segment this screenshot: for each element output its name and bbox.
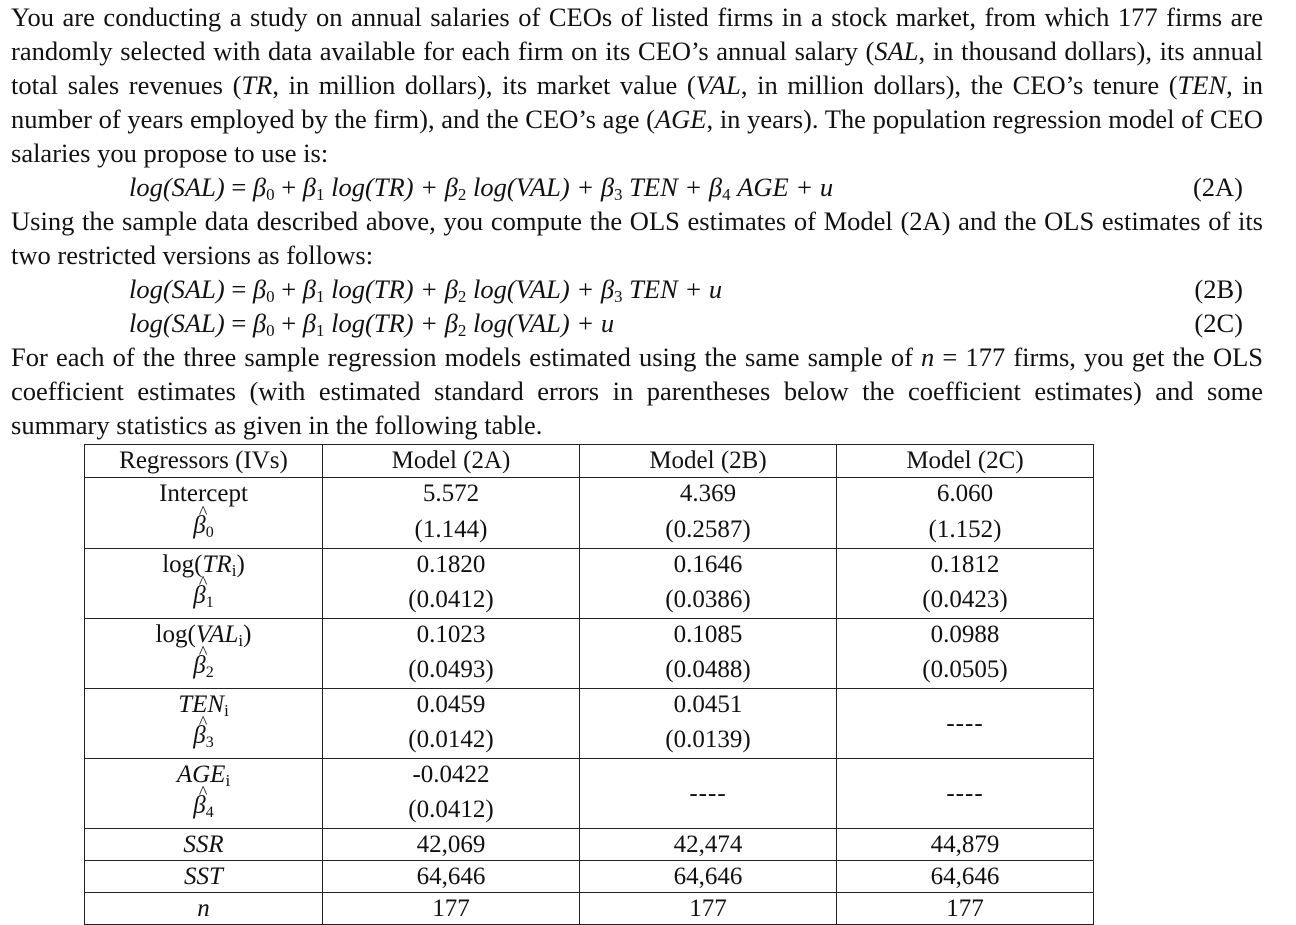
se-cell: (0.0423) xyxy=(837,580,1094,619)
table-row xyxy=(85,580,1094,619)
coef-cell: 0.1812 xyxy=(837,549,1094,581)
equation-tag: (2B) xyxy=(1194,274,1243,304)
equation-2B: $\log(SAL) = \beta_0 + \beta_1$ $\log(TR) + \beta_2$ $\log(VAL) + \beta_3$ TEN + u (2B) xyxy=(129,274,1243,306)
equation-tag: (2C) xyxy=(1194,308,1243,338)
se-cell: (0.0493) xyxy=(323,650,580,689)
coef-cell: 0.0459 xyxy=(323,689,580,721)
beta-symbol: ^ $\beta_2$ xyxy=(85,650,323,689)
se-cell: (0.0412) xyxy=(323,580,580,619)
header-cell: Regressors (IVs) xyxy=(85,445,323,478)
regression-results-table xyxy=(84,444,1094,925)
se-cell: (0.0412) xyxy=(323,790,580,829)
summary-cell: 64,646 xyxy=(323,861,580,893)
summary-cell: 42,069 xyxy=(323,829,580,861)
summary-label: SSR xyxy=(85,829,323,861)
summary-cell: 64,646 xyxy=(837,861,1094,893)
summary-cell: 177 xyxy=(837,893,1094,925)
summary-cell: 64,646 xyxy=(580,861,837,893)
header-cell: Model (2A) xyxy=(323,445,580,478)
results-paragraph: For each of the three sample regression models estimated using the same sample of n = 177 firms, you get the OLS coefficient estimates (with estimated standard errors in parentheses below the coefficient estimates) and some summary statistics as given in the following table. xyxy=(11,342,1264,440)
se-cell: (1.144) xyxy=(323,510,580,549)
summary-cell: 42,474 xyxy=(580,829,837,861)
table-row xyxy=(85,759,1094,791)
summary-label: SST xyxy=(85,861,323,893)
table-row xyxy=(85,478,1094,511)
table-row xyxy=(85,689,1094,721)
se-cell: (0.0505) xyxy=(837,650,1094,689)
regressor-label: $AGE_i$ xyxy=(85,759,323,791)
coef-cell: 0.1820 xyxy=(323,549,580,581)
table-row xyxy=(85,619,1094,651)
regressor-label: Intercept xyxy=(85,478,323,511)
empty-cell: ---- xyxy=(837,689,1094,759)
middle-paragraph: Using the sample data described above, you compute the OLS estimates of Model (2A) and the OLS estimates of its two restricted versions as follows: xyxy=(11,206,1263,270)
summary-cell: 177 xyxy=(580,893,837,925)
regressor-label: $\log(VAL_i)$ xyxy=(85,619,323,651)
summary-cell: 177 xyxy=(323,893,580,925)
table-row-ssr xyxy=(85,829,1094,861)
beta-symbol: ^ $\beta_3$ xyxy=(85,720,323,759)
beta-symbol: ^ $\beta_1$ xyxy=(85,580,323,619)
table-row-n xyxy=(85,893,1094,925)
empty-cell: ---- xyxy=(837,759,1094,829)
regressor-label: $TEN_i$ xyxy=(85,689,323,721)
table-row-sst xyxy=(85,861,1094,893)
intro-paragraph: You are conducting a study on annual salaries of CEOs of listed firms in a stock market, from which 177 firms are randomly selected with data available for each firm on its CEO’s annual salary (SAL, in thousand dollars), its annual total sales revenues (TR, in million dollars), its market value (VAL, in million dollars), the CEO’s tenure (TEN, in number of years employed by the firm), and the CEO’s age (AGE, in years). The population regression model of CEO salaries you propose to use is: xyxy=(11,2,1263,168)
summary-cell: 44,879 xyxy=(837,829,1094,861)
beta-symbol: ^ $\beta_4$ xyxy=(85,790,323,829)
coef-cell: 4.369 xyxy=(580,478,837,511)
coef-cell: 0.1646 xyxy=(580,549,837,581)
document-page xyxy=(11,0,1263,442)
coef-cell: 0.1023 xyxy=(323,619,580,651)
summary-label: n xyxy=(85,893,323,925)
coef-cell: -0.0422 xyxy=(323,759,580,791)
se-cell: (0.0488) xyxy=(580,650,837,689)
coef-cell: 6.060 xyxy=(837,478,1094,511)
equation-tag: (2A) xyxy=(1192,172,1243,202)
empty-cell: ---- xyxy=(580,759,837,829)
table-row xyxy=(85,549,1094,581)
se-cell: (1.152) xyxy=(837,510,1094,549)
coef-cell: 0.0451 xyxy=(580,689,837,721)
regressor-label: $\log(TR_i)$ xyxy=(85,549,323,581)
coef-cell: 5.572 xyxy=(323,478,580,511)
se-cell: (0.0139) xyxy=(580,720,837,759)
equation-2A: $\log(SAL) = \beta_0 + \beta_1$ $\log(TR) + \beta_2$ $\log(VAL) + \beta_3$ TEN + $\beta_4$ AGE + u (2A) xyxy=(129,172,1243,204)
header-cell: Model (2C) xyxy=(837,445,1094,478)
coef-cell: 0.0988 xyxy=(837,619,1094,651)
equation-2C: $\log(SAL) = \beta_0 + \beta_1$ $\log(TR) + \beta_2$ log(VAL) + u (2C) xyxy=(129,308,1243,340)
beta-symbol: ^ $\beta_0$ xyxy=(85,510,323,549)
se-cell: (0.0386) xyxy=(580,580,837,619)
table-row xyxy=(85,650,1094,689)
header-cell: Model (2B) xyxy=(580,445,837,478)
se-cell: (0.2587) xyxy=(580,510,837,549)
table-row xyxy=(85,510,1094,549)
se-cell: (0.0142) xyxy=(323,720,580,759)
coef-cell: 0.1085 xyxy=(580,619,837,651)
table-header-row xyxy=(85,445,1094,478)
